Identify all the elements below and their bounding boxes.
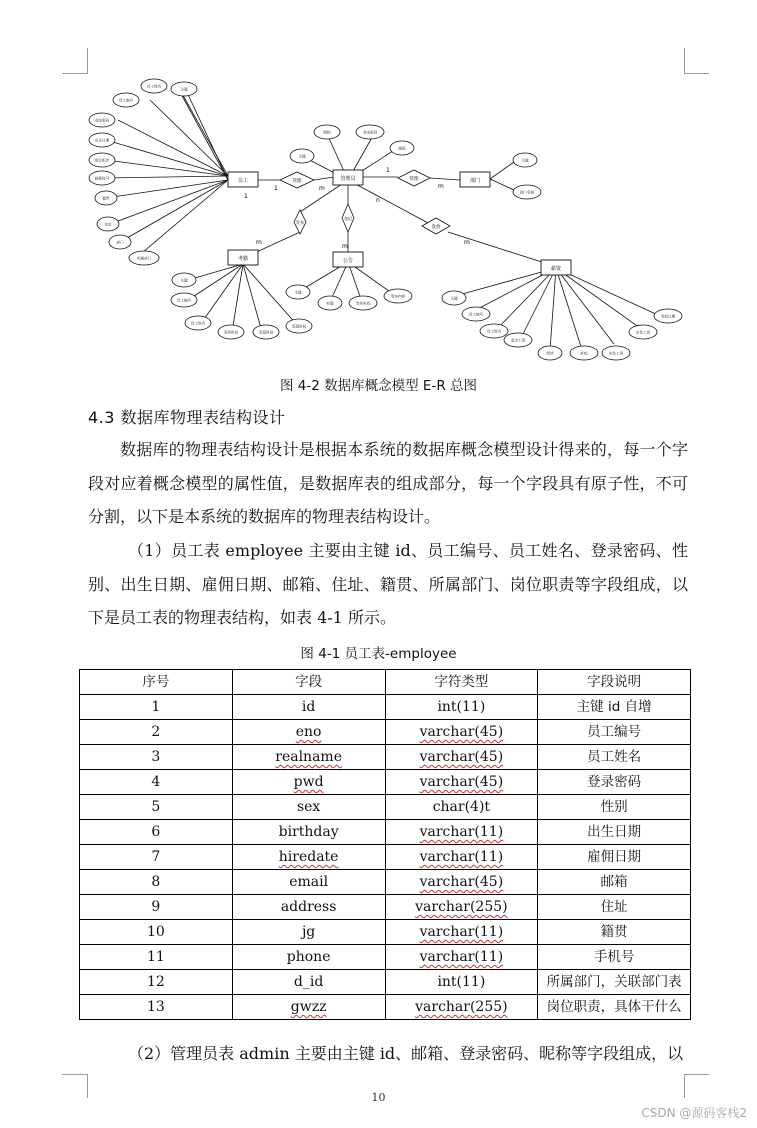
cell-index: 9 (80, 895, 233, 920)
cell-type-text: varchar(45) (419, 774, 504, 790)
cell-type-text: varchar(45) (419, 749, 504, 765)
attr-label: 岗位职责 (94, 158, 110, 163)
table-row (80, 895, 691, 920)
table-row (80, 745, 691, 770)
cell-field (232, 995, 385, 1020)
cell-index: 11 (80, 945, 233, 970)
attr-label: 员工编号 (118, 98, 134, 103)
attr-label: 应发工资 (635, 330, 651, 335)
attr-label: 绩效 (546, 351, 554, 356)
cardinality-label: m (256, 239, 262, 246)
cell-field-text: realname (275, 749, 342, 765)
cell-type: int(11) (385, 970, 538, 995)
svg-text:管理: 管理 (292, 179, 302, 184)
svg-text:员工: 员工 (237, 178, 249, 184)
cardinality-label: m (438, 183, 444, 190)
cell-index: 3 (80, 745, 233, 770)
cell-description: 住址 (538, 895, 691, 920)
cell-type (385, 895, 538, 920)
cell-type: char(4)t (385, 795, 538, 820)
cell-index: 4 (80, 770, 233, 795)
cell-field: birthday (232, 820, 385, 845)
cell-description: 岗位职责，具体干什么 (538, 995, 691, 1020)
cell-field-text: gwzz (290, 999, 327, 1015)
attr-label: 签退时间 (291, 324, 307, 329)
table-row (80, 720, 691, 745)
header-field: 字段 (232, 670, 385, 695)
attr-label: 部门 (116, 240, 124, 245)
svg-text:公告: 公告 (342, 258, 354, 264)
cell-field: phone (232, 945, 385, 970)
table-row (80, 970, 691, 995)
paragraph-intro: 数据库的物理表结构设计是根据本系统的数据库概念模型设计得来的，每一个字段对应着概念模型的属性值，是数据库表的组成部分，每一个字段具有原子性，不可分割，以下是本系统的数据库的物理表结构设计。 (88, 440, 688, 526)
relation-pay (422, 218, 450, 234)
cardinality-label: m (319, 185, 325, 192)
cell-description: 籍贯 (538, 920, 691, 945)
attr-label: 主键 (521, 158, 529, 163)
attr-label: 补贴 (580, 351, 588, 356)
cell-index: 13 (80, 995, 233, 1020)
attr-label: 实发工资 (608, 351, 624, 356)
cell-type-text: varchar(255) (415, 999, 508, 1015)
cell-index: 10 (80, 920, 233, 945)
attr-label: 员工姓名 (146, 84, 162, 89)
attr-label: 员工编号 (468, 312, 484, 317)
attr-label: 员工编号 (176, 298, 192, 303)
svg-text:部门: 部门 (469, 178, 481, 184)
cell-index: 12 (80, 970, 233, 995)
cardinality-label: n (376, 197, 380, 204)
cell-description: 登录密码 (538, 770, 691, 795)
cell-type (385, 845, 538, 870)
cell-field-text: hiredate (278, 849, 339, 865)
attr-label: 主键 (180, 278, 188, 283)
table-row (80, 995, 691, 1020)
svg-text:薪资: 薪资 (550, 266, 562, 272)
page-number: 10 (371, 1091, 386, 1104)
cell-field: email (232, 870, 385, 895)
table-row (80, 795, 691, 820)
cell-index: 7 (80, 845, 233, 870)
attr-label: 主键 (450, 296, 458, 301)
attr-label: 标题 (326, 301, 334, 306)
cell-type (385, 770, 538, 795)
entity-salary (541, 260, 571, 275)
cell-index: 5 (80, 795, 233, 820)
csdn-watermark: CSDN @源码客栈2 (641, 1106, 747, 1120)
cardinality-label: 1 (244, 193, 248, 200)
cell-field: jg (232, 920, 385, 945)
attr-label: 发布时间 (355, 301, 371, 306)
entity-department (460, 172, 490, 187)
paragraph-admin: （2）管理员表 admin 主要由主键 id、邮箱、登录密码、昵称等字段组成，以 (128, 1044, 684, 1063)
attr-label: 籍贯 (102, 196, 110, 201)
attr-label: 员工姓名 (190, 321, 206, 326)
cell-description: 性别 (538, 795, 691, 820)
table-row (80, 820, 691, 845)
cardinality-label: m (464, 239, 470, 246)
cell-field: address (232, 895, 385, 920)
table-row (80, 945, 691, 970)
cell-type (385, 820, 538, 845)
table-row (80, 845, 691, 870)
cell-description: 主键 id 自增 (538, 695, 691, 720)
svg-text:登记: 登记 (344, 216, 352, 221)
attr-label: 主键 (298, 154, 306, 159)
attr-label: 邮箱账号 (94, 176, 110, 181)
svg-text:发布: 发布 (296, 220, 304, 225)
attr-label: 登录密码 (94, 118, 110, 123)
entity-position (333, 170, 363, 185)
cell-field-text: pwd (293, 774, 324, 790)
cell-index: 6 (80, 820, 233, 845)
cell-field (232, 745, 385, 770)
table-row (80, 770, 691, 795)
relation-manage (280, 172, 314, 188)
employee-field-table (79, 669, 691, 1020)
cell-field: sex (232, 795, 385, 820)
cell-type (385, 745, 538, 770)
attr-label: 主键 (294, 290, 302, 295)
table-caption: 图 4-1 员工表-employee (300, 646, 457, 662)
attr-label: 基本工资 (510, 338, 526, 343)
cell-description: 所属部门，关联部门表 (538, 970, 691, 995)
relation-publish (294, 210, 306, 234)
paragraph-employee: （1）员工表 employee 主要由主键 id、员工编号、员工姓名、登录密码、性别、出生日期、雇佣日期、邮箱、住址、籍贯、所属部门、岗位职责等字段组成，以下是员工表的物理表结构，如表 4-1 所示。 (88, 541, 688, 627)
header-description: 字段说明 (538, 670, 691, 695)
cell-type (385, 720, 538, 745)
cell-description: 出生日期 (538, 820, 691, 845)
table-row (80, 695, 691, 720)
table-row (80, 920, 691, 945)
attr-label: 发放日期 (660, 314, 676, 319)
header-index: 序号 (80, 670, 233, 695)
crop-mark-top-right-h (684, 73, 709, 74)
cell-type (385, 945, 538, 970)
crop-mark-bottom-left-h (62, 1074, 87, 1075)
cell-type-text: varchar(11) (419, 824, 504, 840)
attr-label: 邮箱 (398, 146, 406, 151)
svg-text:管理员: 管理员 (340, 176, 356, 182)
relation-belong (398, 170, 430, 186)
section-heading: 4.3 数据库物理表结构设计 (88, 408, 286, 427)
cell-index: 8 (80, 870, 233, 895)
relation-register (342, 204, 354, 232)
cell-type-text: varchar(11) (419, 949, 504, 965)
entity-attendance (228, 250, 258, 265)
cell-index: 1 (80, 695, 233, 720)
cell-field (232, 845, 385, 870)
svg-text:发放: 发放 (431, 225, 441, 230)
er-diagram (78, 72, 676, 367)
entity-employee (228, 172, 258, 187)
cell-field: id (232, 695, 385, 720)
cell-field: d_id (232, 970, 385, 995)
crop-mark-top-left-v (87, 48, 88, 74)
cell-description: 雇佣日期 (538, 845, 691, 870)
cell-field (232, 770, 385, 795)
svg-text:管理: 管理 (409, 177, 419, 182)
cell-description: 邮箱 (538, 870, 691, 895)
cardinality-label: m (342, 243, 348, 250)
crop-mark-top-right-v (684, 48, 685, 74)
attr-label: 签退时间 (258, 330, 274, 335)
attr-label: 签到时间 (223, 330, 239, 335)
attr-label: 登录密码 (362, 130, 378, 135)
cell-type (385, 995, 538, 1020)
cell-type-text: varchar(45) (419, 724, 504, 740)
cell-type (385, 870, 538, 895)
cell-type-text: varchar(255) (415, 899, 508, 915)
attr-label: 部门名称 (519, 190, 535, 195)
crop-mark-bottom-right-h (684, 1074, 709, 1075)
header-type: 字符类型 (385, 670, 538, 695)
cardinality-label: 1 (274, 185, 278, 192)
attr-label: 员工姓名 (486, 329, 502, 334)
cell-type-text: varchar(45) (419, 874, 504, 890)
svg-text:考勤: 考勤 (237, 256, 249, 262)
attr-label: 发布内容 (390, 294, 406, 299)
attr-label: 所属部门 (136, 256, 152, 261)
cell-index: 2 (80, 720, 233, 745)
entity-notice (333, 252, 363, 267)
cardinality-label: 1 (386, 167, 390, 174)
attr-label: 住址 (104, 222, 112, 227)
table-header-row (80, 670, 691, 695)
cell-type (385, 920, 538, 945)
cell-description: 员工编号 (538, 720, 691, 745)
cell-type-text: varchar(11) (419, 924, 504, 940)
table-row (80, 870, 691, 895)
cell-field-text: eno (295, 724, 322, 740)
er-connector-lines (106, 86, 660, 350)
attr-label: 主键 (180, 87, 188, 92)
cell-type: int(11) (385, 695, 538, 720)
attr-label: 昵称 (323, 130, 331, 135)
cell-description: 手机号 (538, 945, 691, 970)
attr-label: 出生日期 (94, 138, 110, 143)
cell-field (232, 720, 385, 745)
figure-caption: 图 4-2 数据库概念模型 E-R 总图 (280, 378, 477, 394)
cell-type-text: varchar(11) (419, 849, 504, 865)
cell-description: 员工姓名 (538, 745, 691, 770)
